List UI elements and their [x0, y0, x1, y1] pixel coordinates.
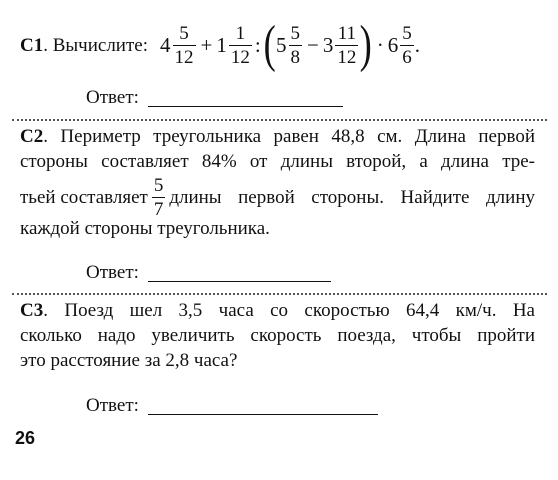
c1-fraction-3: $\frac{5}{8}$: [290, 22, 301, 68]
c3-line-3: это расстояние за 2,8 часа?: [20, 350, 238, 371]
c3-answer-line[interactable]: [148, 414, 378, 415]
c1-op-1: +: [200, 32, 213, 57]
c3-task: [20, 298, 535, 373]
c2-line-3b: длины первой стороны. Найдите длину: [169, 187, 535, 208]
c1-label: С1. Вычислите:: [20, 34, 148, 56]
c2-fraction: $\frac{5}{7}$: [153, 175, 164, 220]
c1-fraction-4: $\frac{11}{12}$: [337, 22, 357, 68]
c2-task: [20, 124, 535, 174]
divider-1: [12, 119, 547, 121]
c1-whole-5: 6: [387, 32, 399, 57]
c1-fraction-2: $\frac{1}{12}$: [230, 22, 250, 68]
c3-answer-label: Ответ:: [86, 395, 139, 416]
c3-line-2: сколько надо увеличить скорость поезда, чтобы пройти: [20, 325, 535, 346]
c2-line-4: каждой стороны треугольника.: [20, 218, 270, 239]
page-number: 26: [15, 428, 36, 448]
c1-op-4: ·: [376, 32, 384, 57]
c2-answer-line[interactable]: [148, 281, 331, 282]
c1-answer-line[interactable]: [148, 106, 343, 107]
c2-line-3: [20, 176, 535, 219]
c1-whole-3: 5: [276, 32, 287, 57]
c1-whole-4: 3: [322, 32, 334, 57]
c1-answer-label: Ответ:: [86, 87, 139, 108]
c2-line-3a: тьей составляет: [20, 187, 148, 208]
c2-line-2: стороны составляет 84% от длины второй, а длина тре-: [20, 151, 535, 172]
c1-paren-close: ): [359, 16, 373, 73]
c2-answer-label: Ответ:: [86, 262, 139, 283]
c2-line-1: С2. Периметр треугольника равен 48,8 см. Длина первой: [20, 126, 535, 147]
c1-task: [20, 16, 420, 73]
c3-line-1: С3. Поезд шел 3,5 часа со скоростью 64,4 км/ч. На: [20, 300, 535, 321]
c1-fraction-5: $\frac{5}{6}$: [402, 22, 412, 68]
c1-op-2: :: [254, 32, 261, 57]
c1-op-3: −: [307, 32, 319, 57]
c1-fraction-1: $\frac{5}{12}$: [174, 22, 194, 68]
c1-paren-open: (: [263, 16, 276, 73]
c1-whole-2: 1: [216, 32, 227, 57]
c1-whole-1: 4: [160, 32, 171, 57]
divider-2: [12, 293, 547, 295]
c1-end-dot: .: [414, 32, 420, 57]
